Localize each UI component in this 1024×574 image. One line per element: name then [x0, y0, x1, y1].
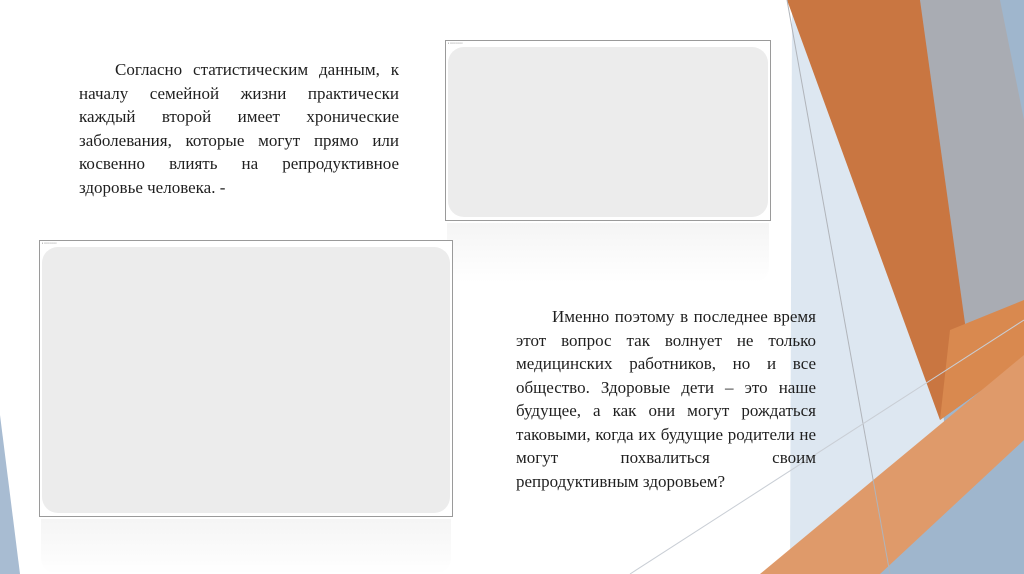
text-block-top: [79, 58, 399, 199]
left-blue-triangle: [0, 415, 20, 574]
image-reflection-top: [447, 223, 769, 283]
image-caption: ▪ ▫▫▫▫▫▫▫▫▫▫▫▫: [448, 41, 463, 45]
image-placeholder-top: [445, 40, 771, 221]
image-caption: ▪ ▫▫▫▫▫▫▫▫▫▫▫▫: [42, 241, 57, 245]
paragraph-statistics: Согласно статистическим данным, к началу семейной жизни практически каждый второй имеет хронические заболевания, которые могут прямо или косвенно влиять на репродуктивное здоровье человека. -: [79, 60, 399, 197]
image-placeholder-area: [42, 247, 450, 513]
paragraph-reason: Именно поэтому в последнее время этот вопрос так волнует не только медицинских работников, но и все общество. Здоровые дети – это наше будущее, а как они могут рождаться таковыми, когда их будущие родители не могут похвалиться своим репродуктивным здоровьем?: [516, 307, 816, 491]
image-placeholder-bottom: [39, 240, 453, 517]
text-block-bottom: [516, 305, 816, 493]
image-placeholder-area: [448, 47, 768, 217]
image-reflection-bottom: [41, 519, 451, 574]
